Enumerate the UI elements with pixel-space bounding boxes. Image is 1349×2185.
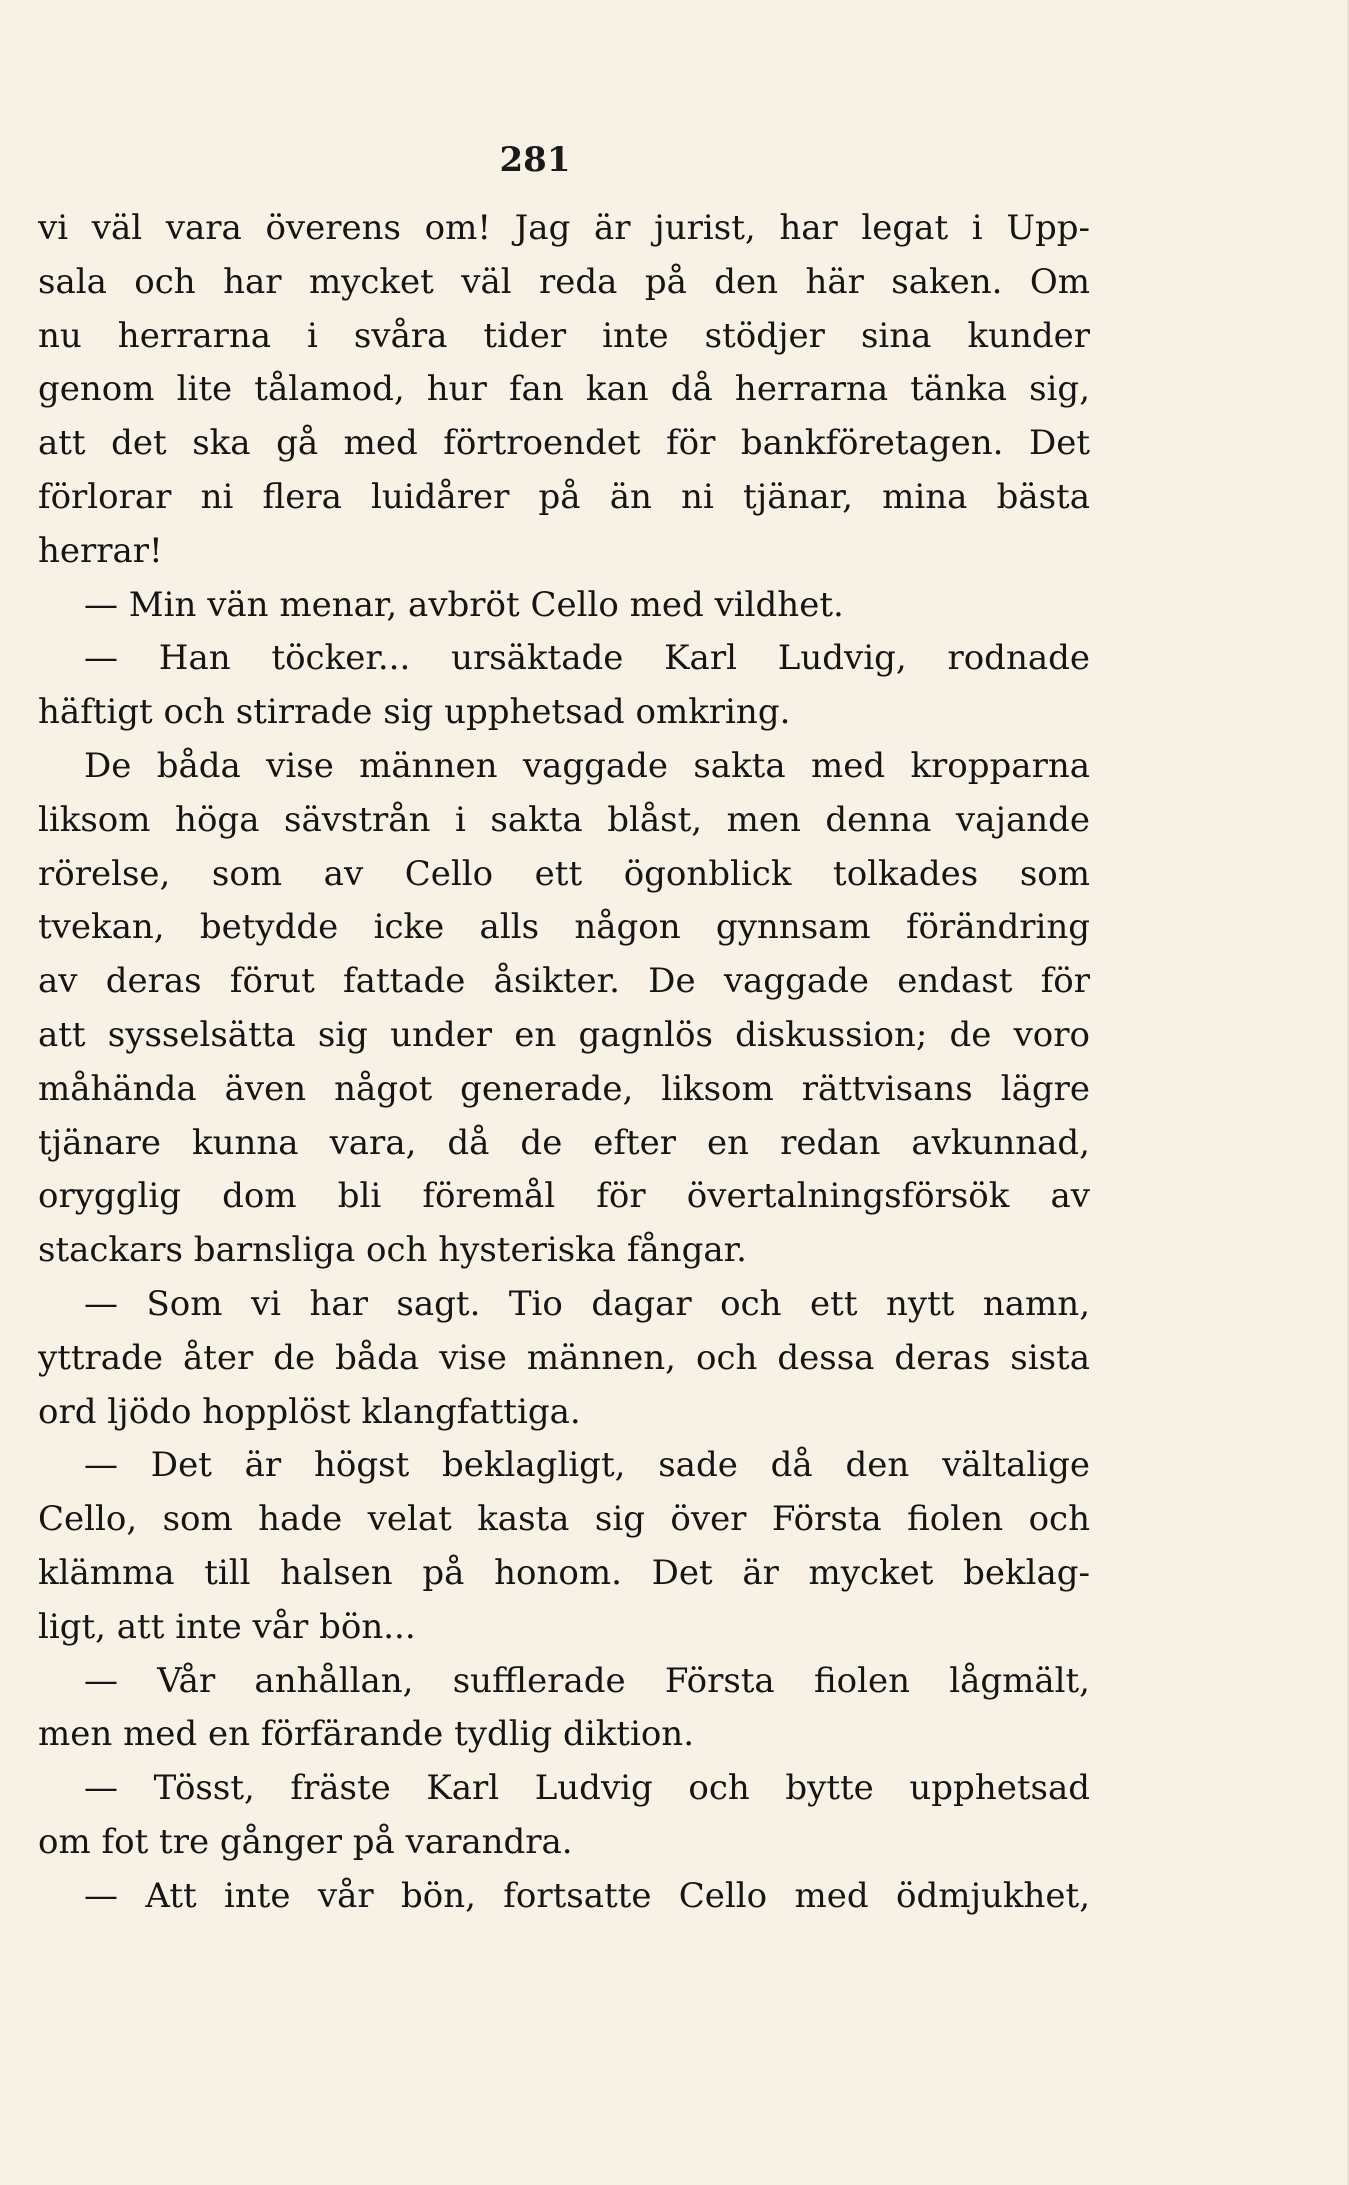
text-line: rörelse, som av Cello ett ögonblick tolkades som bbox=[38, 853, 1090, 894]
text-line: att sysselsätta sig under en gagnlös diskussion; de voro bbox=[38, 1014, 1090, 1055]
text-line: — Min vän menar, avbröt Cello med vildhet. bbox=[84, 584, 844, 625]
text-line: av deras förut fattade åsikter. De vaggade endast för bbox=[38, 961, 1090, 1002]
text-line: tjänare kunna vara, då de efter en redan avkunnad, bbox=[38, 1122, 1090, 1163]
text-line: — Han töcker... ursäktade Karl Ludvig, rodnade bbox=[84, 638, 1090, 679]
text-line: sala och har mycket väl reda på den här saken. Om bbox=[38, 261, 1090, 302]
text-line: klämma till halsen på honom. Det är mycket beklag- bbox=[38, 1552, 1090, 1593]
text-line: genom lite tålamod, hur fan kan då herrarna tänka sig, bbox=[38, 369, 1090, 410]
text-line: vi väl vara överens om! Jag är jurist, har legat i Upp- bbox=[38, 208, 1090, 248]
text-line: tvekan, betydde icke alls någon gynnsam förändring bbox=[38, 907, 1090, 948]
page-number: 281 bbox=[499, 140, 571, 180]
text-line: om fot tre gånger på varandra. bbox=[38, 1821, 573, 1862]
text-line: men med en förfärande tydlig diktion. bbox=[38, 1714, 695, 1755]
text-line: De båda vise männen vaggade sakta med kropparna bbox=[84, 745, 1090, 786]
text-line: — Det är högst beklagligt, sade då den vältalige bbox=[84, 1445, 1090, 1486]
text-line: häftigt och stirrade sig upphetsad omkring. bbox=[38, 692, 791, 733]
text-line: orygglig dom bli föremål för övertalningsförsök av bbox=[38, 1176, 1090, 1217]
text-line: yttrade åter de båda vise männen, och dessa deras sista bbox=[38, 1337, 1090, 1378]
text-line: Cello, som hade velat kasta sig över Första fiolen och bbox=[38, 1499, 1090, 1540]
text-line: nu herrarna i svåra tider inte stödjer sina kunder bbox=[38, 315, 1090, 356]
text-line: — Att inte vår bön, fortsatte Cello med ödmjukhet, bbox=[84, 1875, 1090, 1916]
text-line: måhända även något generade, liksom rättvisans lägre bbox=[38, 1068, 1090, 1109]
body-text bbox=[38, 202, 1090, 1924]
text-line: — Tösst, fräste Karl Ludvig och bytte upphetsad bbox=[84, 1768, 1090, 1809]
text-line: — Vår anhållan, sufflerade Första fiolen lågmält, bbox=[84, 1660, 1090, 1701]
text-line: ligt, att inte vår bön... bbox=[38, 1606, 416, 1647]
text-line: förlorar ni flera luidårer på än ni tjänar, mina bästa bbox=[38, 476, 1090, 517]
text-line: liksom höga sävstrån i sakta blåst, men denna vajande bbox=[38, 799, 1090, 840]
text-line: stackars barnsliga och hysteriska fångar. bbox=[38, 1230, 747, 1271]
text-line: ord ljödo hopplöst klangfattiga. bbox=[38, 1391, 581, 1432]
text-line: herrar! bbox=[38, 530, 163, 571]
text-line: att det ska gå med förtroendet för bankföretagen. Det bbox=[38, 423, 1090, 464]
text-line: — Som vi har sagt. Tio dagar och ett nytt namn, bbox=[84, 1283, 1090, 1324]
